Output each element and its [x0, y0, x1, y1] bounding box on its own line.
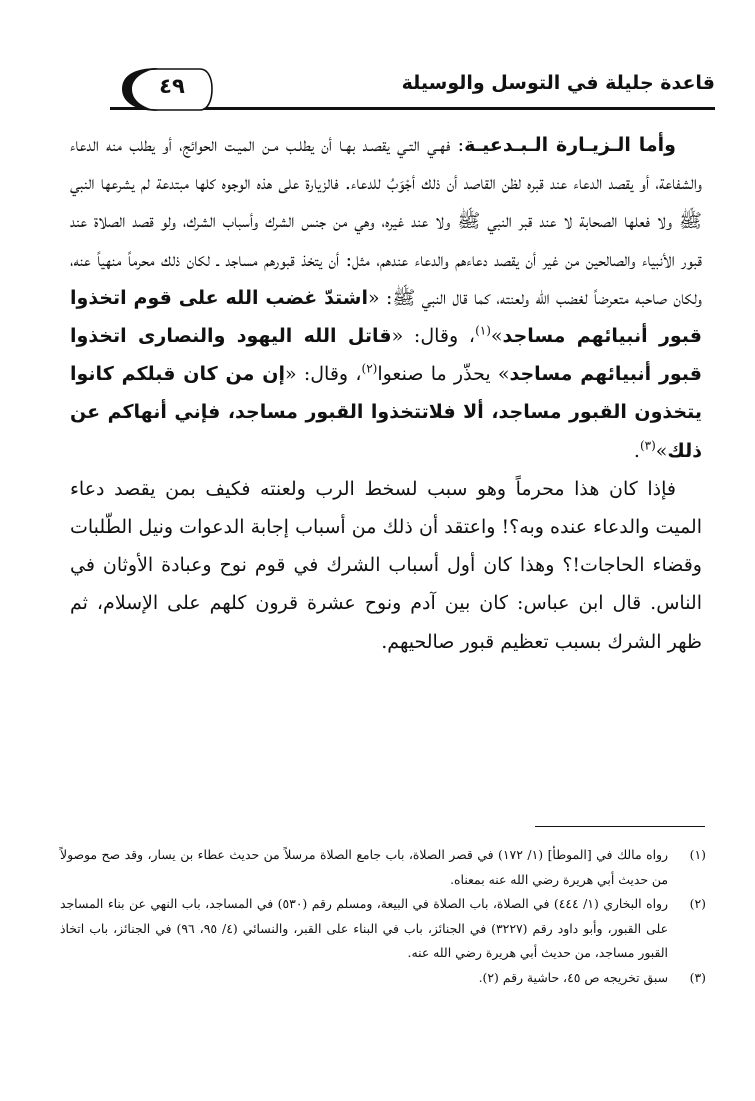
footnote-text: رواه البخاري (١/ ٤٤٤) في الصلاة، باب الصلاة في البيعة، ومسلم رقم (٥٣٠) في المساجد، باب النهي عن بناء المساجد على القبور، وأبو داود رقم (٣٢٢٧) في الجنائز، باب في البناء على القبر، والنسائي (٤/ ٩٥، ٩٦) في الجنائز، باب اتخاذ القبور مساجد، من حديث أبي هريرة رضي الله عنه. [60, 896, 668, 961]
quote-close: » [490, 325, 503, 348]
running-title: قاعدة جليلة في التوسل والوسيلة [401, 72, 715, 94]
paragraph-end: . [633, 439, 640, 462]
footnotes [60, 843, 706, 991]
footnote-item [60, 843, 706, 892]
quote-close: » يحذّر ما صنعوا [377, 363, 510, 386]
hadith-quote: اشتدّ غضب الله على قوم اتخذوا قبور أنبيائهم مساجد [70, 286, 702, 348]
running-header [110, 66, 715, 112]
footnote-ref[interactable]: (٣) [639, 438, 656, 453]
main-text [70, 126, 702, 661]
paragraph-text: ، وقال: « [391, 325, 476, 348]
footnote-text: سبق تخريجه ص ٤٥، حاشية رقم (٢). [478, 969, 668, 985]
paragraph-text: ، وقال: « [284, 363, 362, 386]
paragraph-shirk-causes: فإذا كان هذا محرماً وهو سبب لسخط الرب ولعنته فكيف بمن يقصد دعاء الميت والدعاء عنده وبه؟! واعتقد أن ذلك من أسباب إجابة الدعوات ونيل الطّلبات وقضاء الحاجات!؟ وهذا كان أول أسباب الشرك في قوم نوح وعبادة الأوثان في الناس. قال ابن عباس: كان بين آدم ونوح عشرة قرون كلهم على الإسلام، ثم ظهر الشرك بسبب تعظيم قبور صالحيهم. [70, 477, 702, 653]
section-heading-inline: وأما الـزيـارة الـبـدعيـة [464, 134, 676, 156]
footnote-separator [535, 826, 705, 827]
page-number: ٤٩ [159, 74, 185, 98]
paragraph-innovated-visit [70, 126, 702, 470]
quote-close: » [655, 439, 668, 462]
footnote-number: (١) [689, 847, 706, 862]
footnote-ref[interactable]: (٢) [361, 361, 378, 376]
hadith-quote: إن من كان قبلكم كانوا يتخذون القبور مساجد، ألا فلاتتخذوا القبور مساجد، فإني أنهاكم عن ذلك [70, 363, 702, 462]
footnote-ref[interactable]: (١) [475, 323, 491, 338]
paragraph-text: : فهـي التـي يقصـد بهـا أن يطلـب مـن الميـت الحوائج، أو يطلب منه الدعاء والشفاعة، أو يقصد الدعاء عند قبره لظن القاصد أن ذلك أجْوَبُ للدعاء. فالزيارة على هذه الوجوه كلها مبتدعة لم يشرعها النبي ﷺ ولا فعلها الصحابة لا عند قبر النبي ﷺ ولا عند غيره، وهي من جنس الشرك وأسباب الشرك، ولو قصد الصلاة عند قبور الأنبياء والصالحين من غير أن يقصد دعاءهم والدعاء عندهم، مثل: أن يتخذ قبورهم مساجد ـ لكان ذلك محرماً منهياً عنه، ولكان صاحبه متعرضاً لغضب الله ولعنته، كما قال النبي ﷺ: « [70, 134, 702, 309]
hadith-quote: قاتل الله اليهود والنصارى اتخذوا قبور أنبيائهم مساجد [70, 325, 702, 386]
footnote-item [60, 966, 706, 991]
footnote-number: (٢) [689, 896, 706, 912]
footnote-item [60, 892, 706, 966]
page-number-badge [118, 66, 214, 112]
footnote-number: (٣) [689, 969, 706, 985]
footnote-text: رواه مالك في [الموطأ] (١/ ١٧٢) في قصر الصلاة، باب جامع الصلاة مرسلاً من حديث عطاء بن يسار، وقد صح موصولاً من حديث أبي هريرة رضي الله عنه بمعناه. [60, 847, 668, 887]
